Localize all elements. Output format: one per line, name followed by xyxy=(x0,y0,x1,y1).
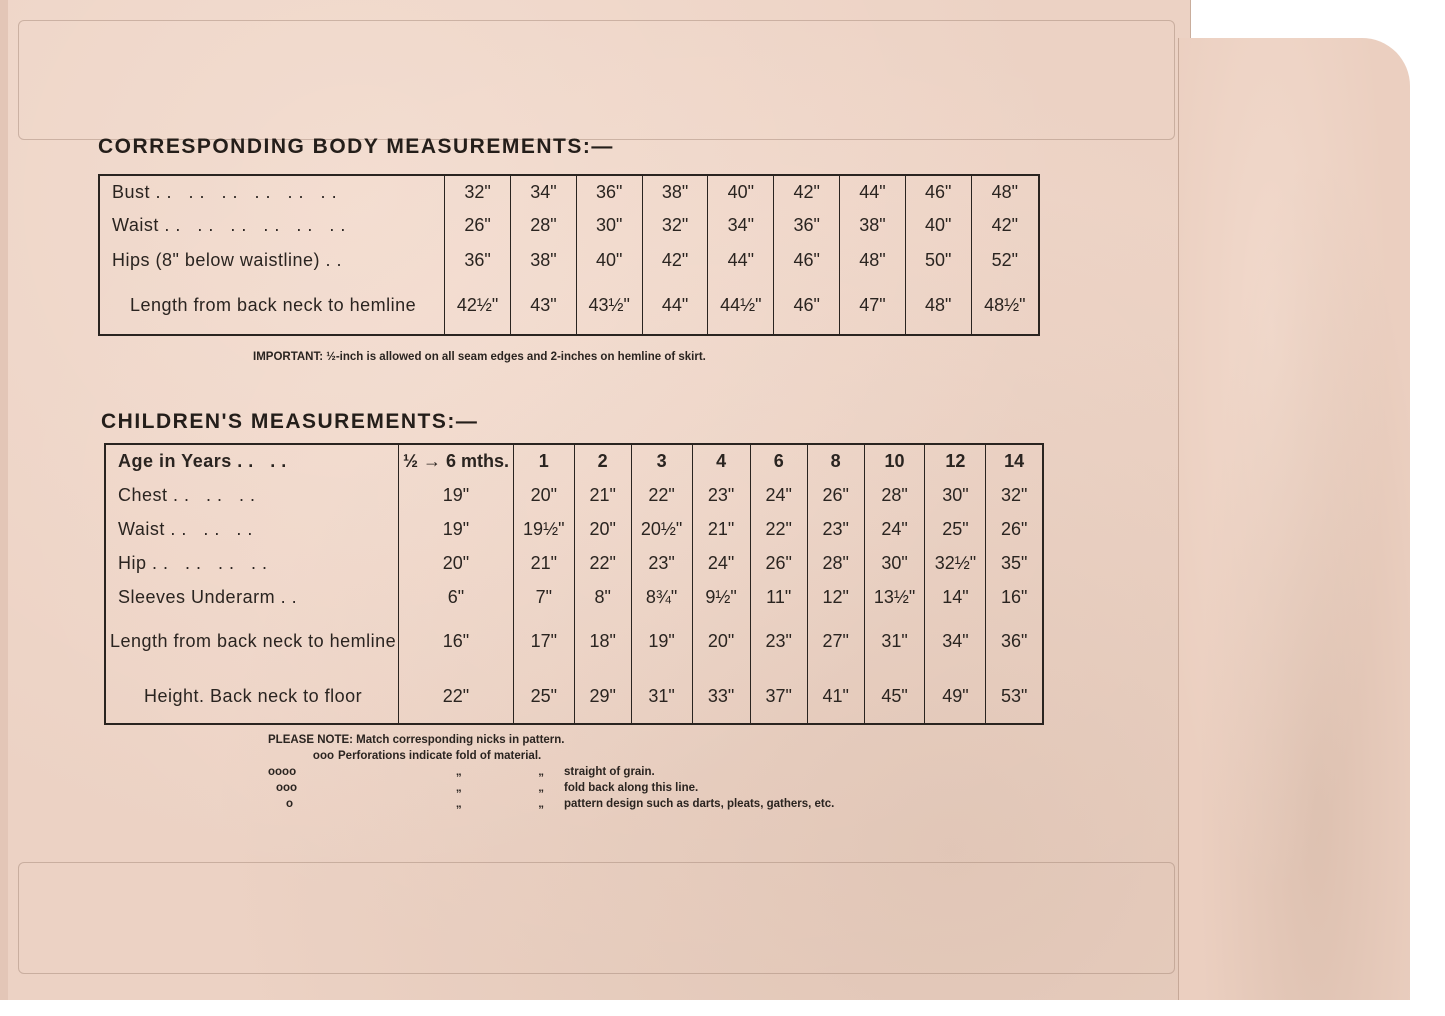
cell: 28" xyxy=(864,478,925,512)
cell: 12" xyxy=(807,580,864,614)
envelope-flap xyxy=(1178,38,1410,1000)
cell: 19" xyxy=(631,614,692,669)
cell: 21" xyxy=(574,478,631,512)
fold-line-bottom xyxy=(18,862,1175,974)
cell: 19½" xyxy=(513,512,574,546)
cell: 31" xyxy=(864,614,925,669)
children-measurements-table xyxy=(104,443,1044,725)
cell: 19" xyxy=(399,478,514,512)
row-label: Length from back neck to hemline xyxy=(110,631,397,651)
row-label: Waist .. .. .. .. .. .. xyxy=(112,215,352,236)
table-row xyxy=(99,243,1039,277)
legend-text: Perforations indicate fold of material. xyxy=(338,750,542,762)
cell: 23" xyxy=(807,512,864,546)
cell: 44" xyxy=(708,243,774,277)
cell: 36" xyxy=(576,175,642,208)
cell: 28" xyxy=(511,208,577,242)
cell: 43" xyxy=(511,277,577,335)
cell: 36" xyxy=(986,614,1043,669)
table-row xyxy=(105,546,1043,580)
cell: 31" xyxy=(631,669,692,724)
age-header: 10 xyxy=(864,444,925,478)
cell: 20" xyxy=(574,512,631,546)
cell: 38" xyxy=(840,208,906,242)
cell: 22" xyxy=(750,512,807,546)
cell: 7" xyxy=(513,580,574,614)
cell: 21" xyxy=(692,512,750,546)
perforation-legend xyxy=(268,734,834,814)
legend-text: pattern design such as darts, pleats, gathers, etc. xyxy=(564,798,835,810)
body-measurements-table xyxy=(98,174,1040,336)
row-label: Length from back neck to hemline xyxy=(130,295,417,316)
legend-row xyxy=(268,782,834,798)
cell: 34" xyxy=(708,208,774,242)
row-label: Hips (8" below waistline) .. xyxy=(112,249,348,270)
cell: 6" xyxy=(399,580,514,614)
cell: 35" xyxy=(986,546,1043,580)
perforation-symbol-icon: ooo xyxy=(312,750,334,762)
cell: 29" xyxy=(574,669,631,724)
age-header: 12 xyxy=(925,444,986,478)
cell: 32" xyxy=(986,478,1043,512)
cell: 30" xyxy=(864,546,925,580)
cell: 28" xyxy=(807,546,864,580)
cell: 32½" xyxy=(925,546,986,580)
cell: 21" xyxy=(513,546,574,580)
cell: 45" xyxy=(864,669,925,724)
cell: 36" xyxy=(445,243,511,277)
cell: 42" xyxy=(774,175,840,208)
cell: 46" xyxy=(774,277,840,335)
age-header: 4 xyxy=(692,444,750,478)
ditto-marks: „ „ xyxy=(455,766,544,778)
please-note: PLEASE NOTE: Match corresponding nicks in pattern. xyxy=(268,734,565,746)
cell: 40" xyxy=(708,175,774,208)
cell: 26" xyxy=(807,478,864,512)
legend-row xyxy=(268,750,834,766)
row-label: Hip .. .. .. .. xyxy=(118,552,274,573)
cell: 53" xyxy=(986,669,1043,724)
cell: 24" xyxy=(750,478,807,512)
cell: 42" xyxy=(971,208,1039,242)
cell: 19" xyxy=(399,512,514,546)
cell: 13½" xyxy=(864,580,925,614)
table-row xyxy=(105,512,1043,546)
cell: 30" xyxy=(576,208,642,242)
cell: 24" xyxy=(864,512,925,546)
row-label: Bust .. .. .. .. .. .. xyxy=(112,181,343,202)
age-header: 6 xyxy=(750,444,807,478)
cell: 52" xyxy=(971,243,1039,277)
body-measurements-heading: CORRESPONDING BODY MEASUREMENTS:— xyxy=(98,135,614,158)
cell: 17" xyxy=(513,614,574,669)
cell: 48½" xyxy=(971,277,1039,335)
cell: 44" xyxy=(840,175,906,208)
cell: 41" xyxy=(807,669,864,724)
age-header: ½ → 6 mths. xyxy=(399,444,514,478)
cell: 27" xyxy=(807,614,864,669)
legend-row xyxy=(268,766,834,782)
fold-line-top xyxy=(18,20,1175,140)
table-row xyxy=(105,478,1043,512)
age-header: 2 xyxy=(574,444,631,478)
cell: 22" xyxy=(574,546,631,580)
cell: 18" xyxy=(574,614,631,669)
legend-row xyxy=(268,734,834,750)
legend-row xyxy=(268,798,834,814)
cell: 22" xyxy=(399,669,514,724)
cell: 9½" xyxy=(692,580,750,614)
cell: 49" xyxy=(925,669,986,724)
cell: 34" xyxy=(925,614,986,669)
age-header: 14 xyxy=(986,444,1043,478)
cell: 8¾" xyxy=(631,580,692,614)
cell: 48" xyxy=(840,243,906,277)
table-header-row xyxy=(105,444,1043,478)
legend-text: fold back along this line. xyxy=(564,782,699,794)
cell: 23" xyxy=(631,546,692,580)
cell: 25" xyxy=(513,669,574,724)
table-row xyxy=(99,175,1039,208)
cell: 42½" xyxy=(445,277,511,335)
perforation-symbol-icon: ooo xyxy=(276,782,298,794)
cell: 20" xyxy=(513,478,574,512)
cell: 26" xyxy=(445,208,511,242)
cell: 8" xyxy=(574,580,631,614)
cell: 32" xyxy=(445,175,511,208)
cell: 14" xyxy=(925,580,986,614)
cell: 24" xyxy=(692,546,750,580)
important-note: IMPORTANT: ½-inch is allowed on all seam edges and 2-inches on hemline of skirt. xyxy=(253,351,706,363)
cell: 32" xyxy=(642,208,708,242)
cell: 40" xyxy=(576,243,642,277)
table-row xyxy=(105,614,1043,669)
cell: 25" xyxy=(925,512,986,546)
torn-edge xyxy=(0,0,8,1000)
cell: 37" xyxy=(750,669,807,724)
table-row xyxy=(105,669,1043,724)
legend-text: straight of grain. xyxy=(564,766,655,778)
row-label: Sleeves Underarm .. xyxy=(118,586,303,607)
cell: 38" xyxy=(511,243,577,277)
cell: 46" xyxy=(905,175,971,208)
cell: 34" xyxy=(511,175,577,208)
row-label: Height. Back neck to floor xyxy=(144,685,363,706)
cell: 44½" xyxy=(708,277,774,335)
cell: 36" xyxy=(774,208,840,242)
cell: 43½" xyxy=(576,277,642,335)
perforation-symbol-icon: oooo xyxy=(268,766,297,778)
cell: 40" xyxy=(905,208,971,242)
cell: 22" xyxy=(631,478,692,512)
cell: 16" xyxy=(399,614,514,669)
perforation-symbol-icon: o xyxy=(286,798,294,810)
cell: 47" xyxy=(840,277,906,335)
cell: 16" xyxy=(986,580,1043,614)
cell: 20" xyxy=(399,546,514,580)
cell: 26" xyxy=(750,546,807,580)
row-label: Chest .. .. .. xyxy=(118,484,262,505)
age-header: 1 xyxy=(513,444,574,478)
cell: 38" xyxy=(642,175,708,208)
cell: 11" xyxy=(750,580,807,614)
cell: 30" xyxy=(925,478,986,512)
ditto-marks: „ „ xyxy=(455,798,544,810)
cell: 44" xyxy=(642,277,708,335)
cell: 33" xyxy=(692,669,750,724)
cell: 20½" xyxy=(631,512,692,546)
table-row xyxy=(99,277,1039,335)
age-header: 8 xyxy=(807,444,864,478)
cell: 48" xyxy=(971,175,1039,208)
children-measurements-heading: CHILDREN'S MEASUREMENTS:— xyxy=(101,410,479,433)
cell: 42" xyxy=(642,243,708,277)
age-header: 3 xyxy=(631,444,692,478)
table-row xyxy=(99,208,1039,242)
cell: 26" xyxy=(986,512,1043,546)
cell: 46" xyxy=(774,243,840,277)
cell: 20" xyxy=(692,614,750,669)
table-row xyxy=(105,580,1043,614)
row-label: Age in Years .. .. xyxy=(118,451,293,471)
cell: 23" xyxy=(750,614,807,669)
ditto-marks: „ „ xyxy=(455,782,544,794)
cell: 48" xyxy=(905,277,971,335)
cell: 50" xyxy=(905,243,971,277)
cell: 23" xyxy=(692,478,750,512)
row-label: Waist .. .. .. xyxy=(118,518,259,539)
